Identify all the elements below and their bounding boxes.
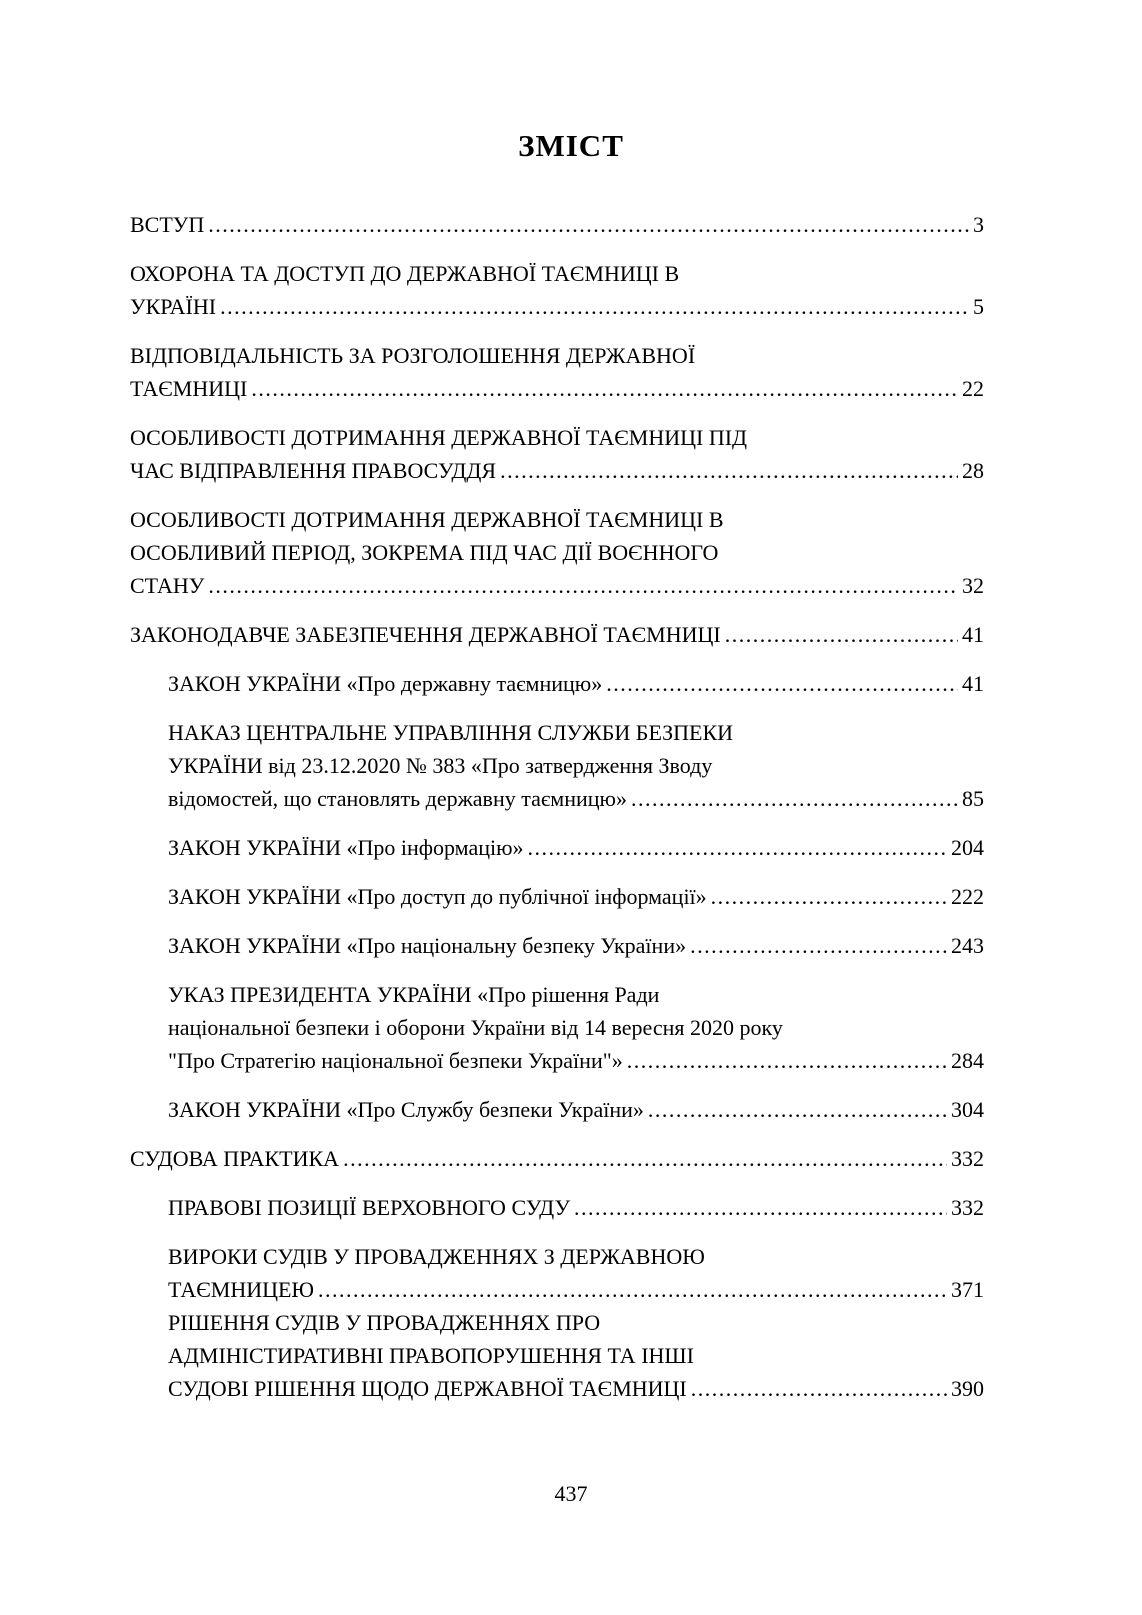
dot-leader	[208, 208, 969, 241]
dot-leader	[725, 618, 958, 651]
toc-entry-text: ТАЄМНИЦІ	[130, 376, 248, 401]
toc-page-number: 243	[951, 933, 984, 958]
toc-page-number: 204	[951, 835, 984, 860]
toc-entry-text: ЗАКОН УКРАЇНИ «Про доступ до публічної інформації»	[168, 884, 707, 909]
toc-entry	[130, 257, 984, 323]
toc-page-number: 22	[962, 376, 984, 401]
toc-entry-text: ЗАКОН УКРАЇНИ «Про національну безпеку України»	[168, 933, 687, 958]
toc-page-number: 85	[962, 786, 984, 811]
toc-entry-text: НАКАЗ ЦЕНТРАЛЬНЕ УПРАВЛІННЯ СЛУЖБИ БЕЗПЕКИ	[168, 720, 734, 745]
toc-entry-text: ОСОБЛИВИЙ ПЕРІОД, ЗОКРЕМА ПІД ЧАС ДІЇ ВОЄННОГО	[130, 540, 719, 565]
toc-entry-text: "Про Стратегію національної безпеки України"»	[168, 1048, 623, 1073]
toc-entry-text: ТАЄМНИЦЕЮ	[168, 1277, 315, 1302]
toc-page-number: 332	[951, 1146, 984, 1171]
dot-leader	[343, 1142, 947, 1175]
dot-leader	[711, 880, 947, 913]
dot-leader	[627, 1044, 947, 1077]
toc-entry	[130, 1191, 984, 1224]
toc-entry	[130, 618, 984, 651]
page-title: ЗМІСТ	[518, 128, 624, 163]
toc-entry-text: національної безпеки і оборони України від 14 вересня 2020 року	[168, 1015, 783, 1040]
toc-entry-text: СУДОВА ПРАКТИКА	[130, 1146, 340, 1171]
toc-entry-text: ЗАКОНОДАВЧЕ ЗАБЕЗПЕЧЕННЯ ДЕРЖАВНОЇ ТАЄМНИЦІ	[130, 622, 721, 647]
toc-entry-text: УКАЗ ПРЕЗИДЕНТА УКРАЇНИ «Про рішення Ради	[168, 982, 660, 1007]
toc-entry	[130, 929, 984, 962]
dot-leader	[631, 782, 958, 815]
dot-leader	[208, 569, 958, 602]
dot-leader	[606, 667, 958, 700]
dot-leader	[251, 372, 958, 405]
page-number: 437	[554, 1481, 588, 1506]
toc-entry	[130, 831, 984, 864]
toc-page-number: 222	[951, 884, 984, 909]
toc-entry-text: відомостей, що становлять державну таємницю»	[168, 786, 627, 811]
toc-page-number: 5	[973, 294, 984, 319]
toc-entry-text: ВІДПОВІДАЛЬНІСТЬ ЗА РОЗГОЛОШЕННЯ ДЕРЖАВНОЇ	[130, 343, 696, 368]
dot-leader	[648, 1093, 947, 1126]
toc-entry-text: ЗАКОН УКРАЇНИ «Про державну таємницю»	[168, 671, 603, 696]
dot-leader	[690, 929, 947, 962]
toc-entry	[130, 1142, 984, 1175]
toc-entry	[130, 880, 984, 913]
toc-entry	[130, 208, 984, 241]
toc-page-number: 304	[951, 1097, 984, 1122]
toc-page-number: 332	[951, 1195, 984, 1220]
dot-leader	[220, 290, 969, 323]
toc-entry-text: ВИРОКИ СУДІВ У ПРОВАДЖЕННЯХ З ДЕРЖАВНОЮ	[168, 1244, 705, 1269]
toc-entry-text: ЗАКОН УКРАЇНИ «Про Службу безпеки України»	[168, 1097, 644, 1122]
dot-leader	[500, 454, 958, 487]
toc-page-number: 28	[962, 458, 984, 483]
toc-entry	[130, 716, 984, 815]
toc-entry	[130, 1306, 984, 1405]
toc-entry	[130, 503, 984, 602]
toc-entry	[130, 1240, 984, 1306]
toc-entry	[130, 1093, 984, 1126]
toc-page-number: 390	[951, 1376, 984, 1401]
dot-leader	[574, 1191, 947, 1224]
toc-entry-text: УКРАЇНИ від 23.12.2020 № 383 «Про затвердження Зводу	[168, 753, 713, 778]
toc-entry-text: ВСТУП	[130, 212, 205, 237]
toc-page-number: 32	[962, 573, 984, 598]
toc-page-number: 284	[951, 1048, 984, 1073]
toc-entry	[130, 421, 984, 487]
toc-page-number: 371	[951, 1277, 984, 1302]
toc-entry-text: ОСОБЛИВОСТІ ДОТРИМАННЯ ДЕРЖАВНОЇ ТАЄМНИЦІ ПІД	[130, 425, 748, 450]
toc-entry-text: СУДОВІ РІШЕННЯ ЩОДО ДЕРЖАВНОЇ ТАЄМНИЦІ	[168, 1376, 687, 1401]
toc-page-number: 41	[962, 622, 984, 647]
toc-entry	[130, 978, 984, 1077]
dot-leader	[528, 831, 947, 864]
toc-entry	[130, 667, 984, 700]
toc-entry-text: ОСОБЛИВОСТІ ДОТРИМАННЯ ДЕРЖАВНОЇ ТАЄМНИЦІ В	[130, 507, 724, 532]
toc-entry-text: АДМІНІСТИРАТИВНІ ПРАВОПОРУШЕННЯ ТА ІНШІ	[168, 1343, 694, 1368]
toc-entry	[130, 339, 984, 405]
dot-leader	[691, 1372, 947, 1405]
toc-entry-text: ЧАС ВІДПРАВЛЕННЯ ПРАВОСУДДЯ	[130, 458, 497, 483]
toc-entry-text: УКРАЇНІ	[130, 294, 217, 319]
table-of-contents	[0, 164, 1142, 1405]
toc-page-number: 3	[973, 212, 984, 237]
toc-page-number: 41	[962, 671, 984, 696]
dot-leader	[318, 1273, 947, 1306]
toc-entry-text: РІШЕННЯ СУДІВ У ПРОВАДЖЕННЯХ ПРО	[168, 1310, 601, 1335]
toc-entry-text: ЗАКОН УКРАЇНИ «Про інформацію»	[168, 835, 524, 860]
toc-entry-text: ПРАВОВІ ПОЗИЦІЇ ВЕРХОВНОГО СУДУ	[168, 1195, 571, 1220]
toc-entry-text: ОХОРОНА ТА ДОСТУП ДО ДЕРЖАВНОЇ ТАЄМНИЦІ В	[130, 261, 680, 286]
toc-entry-text: СТАНУ	[130, 573, 205, 598]
